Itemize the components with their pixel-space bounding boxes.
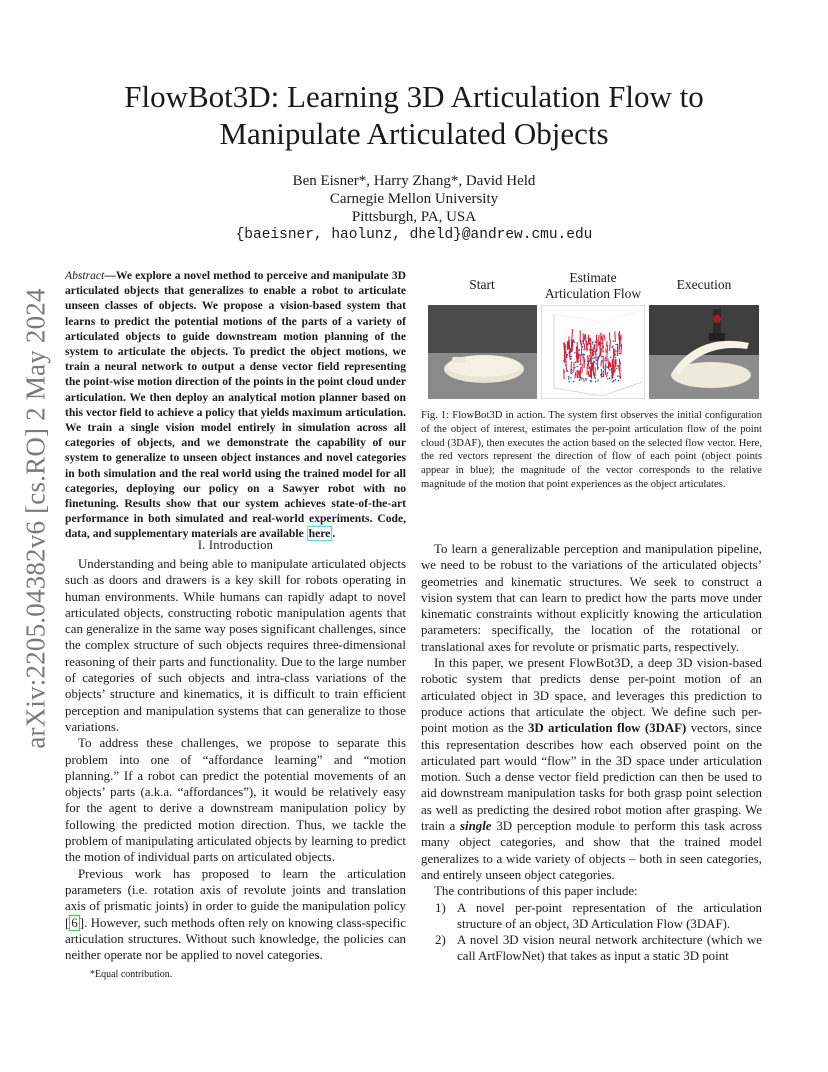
object-point (595, 341, 597, 343)
flow-vector (590, 358, 591, 362)
object-point (572, 372, 574, 374)
object-point (573, 339, 575, 341)
object-point (574, 352, 576, 354)
object-point (592, 343, 594, 345)
object-point (607, 378, 609, 380)
figure-label-estimate-line-2: Articulation Flow (544, 286, 642, 301)
object-point (575, 361, 577, 363)
term-3daf: 3D articulation flow (3DAF) (527, 721, 687, 736)
object-point (583, 380, 585, 382)
object-point (606, 360, 608, 362)
section-heading-text: I. Introduction (197, 538, 274, 552)
figure-label-execution-text: Execution (676, 277, 732, 292)
object-point (568, 378, 570, 380)
articulation-flow-plot (541, 305, 645, 399)
flow-vector (620, 373, 621, 380)
right-paragraph-1: To learn a generalizable perception and manipulation pipeline, we need to be robust to the variations of the articulated objects’ geometries and kinematic structures. We seek to construct a vision system that can learn to predict how the parts move under kinematic constraints without explicitly knowing the articulation parameters: specifically, the location of the rotational or translational axes for revolute or prismatic parts, respectively. (421, 542, 762, 654)
toilet-seat-closed-image (428, 305, 537, 399)
object-point (619, 353, 621, 355)
flow-vector (607, 341, 608, 346)
location: Pittsburgh, PA, USA (351, 209, 477, 225)
intro-left-column (65, 556, 406, 963)
flow-vector (615, 359, 616, 364)
flow-vector (613, 364, 614, 376)
object-point (612, 345, 614, 347)
author-names: Ben Eisner*, Harry Zhang*, David Held (292, 173, 536, 189)
flow-vector (615, 365, 616, 373)
object-point (568, 376, 570, 378)
execution-photo (649, 305, 759, 399)
figure-caption: Fig. 1: FlowBot3D in action. The system first observes the initial configuration of the object of interest, estimates the per-point articulation flow of the point cloud (3DAF), then executes the action based on the selected flow vector. Here, the red vectors represent the direction of flow of each point (object points appear in blue); the magnitude of the vector corresponds to the relative magnitude of the motion that point experiences as the object articulates. (421, 410, 762, 490)
flow-vector (601, 360, 602, 366)
flow-vector (591, 357, 592, 366)
author-block (80, 172, 748, 244)
object-point (609, 378, 611, 380)
contribution-item (421, 932, 762, 965)
flow-vector (583, 333, 584, 344)
flow-vector (599, 341, 600, 345)
object-point (592, 341, 594, 343)
object-point (597, 380, 599, 382)
flow-vector (564, 369, 565, 379)
object-point (616, 368, 618, 370)
intro-right-column (421, 541, 762, 965)
contribution-text: A novel per-point representation of the articulation structure of an object, 3D Articulation Flow (3DAF). (457, 900, 762, 931)
flow-vector (592, 348, 593, 357)
arxiv-stamp (18, 283, 54, 753)
title-line-1: FlowBot3D: Learning 3D Articulation Flow to (124, 79, 704, 114)
flow-vector (601, 336, 602, 340)
flow-vector (603, 371, 604, 377)
intro-paragraph-3-a: Previous work has proposed to learn the articulation parameters (i.e. rotation axis of revolute joints and translation axis of prismatic joints) in order to guide the manipulation policy [ (65, 866, 406, 930)
flow-vector (594, 345, 595, 357)
term-single: single (459, 819, 492, 834)
object-point (594, 357, 596, 359)
flow-vector (584, 344, 585, 350)
flow-vector (575, 372, 576, 378)
right-paragraph-3: The contributions of this paper include: (434, 884, 638, 899)
object-point (577, 366, 579, 368)
citation-link[interactable]: 6 (71, 915, 78, 930)
flow-vector (580, 367, 581, 377)
object-point (583, 353, 585, 355)
flow-vector (571, 362, 572, 374)
right-paragraph-2-a: In this paper, we present FlowBot3D, a deep 3D vision-based robotic system that predicts dense per-point motion of an articulated object in 3D space, and leverages this prediction to produce actions that articulate the object. We define such per-point motion as the (421, 656, 762, 736)
title-line-2: Manipulate Articulated Objects (219, 116, 609, 151)
flow-vector (578, 372, 579, 378)
object-point (573, 381, 575, 383)
figure-label-execution (664, 277, 744, 293)
object-point (579, 379, 581, 381)
flow-point-cloud (542, 306, 645, 399)
object-point (592, 358, 594, 360)
object-point (595, 381, 597, 383)
affiliation: Carnegie Mellon University (329, 191, 499, 207)
flow-vector (566, 358, 567, 372)
flow-vector (599, 335, 600, 346)
paper-title (80, 78, 748, 152)
intro-paragraph-1: Understanding and being able to manipulate articulated objects such as doors and drawers is a key skill for robots operating in human environments. While humans can rapidly adapt to novel articulated objects, constructing robotic manipulation agents that can generalize in the same way poses significant challenges, since the complex structure of such objects requires three-dimensional reasoning of their parts and functionality. Due to the large number of categories of such objects and intra-class variations of the objects’ structure and kinematics, it is difficult to train efficient perception and manipulation systems that can generalize to those variations. (65, 557, 406, 734)
abstract-label: Abstract (65, 269, 105, 282)
flow-vector (607, 373, 608, 377)
robot-lifting-seat-image (649, 305, 759, 399)
object-point (573, 341, 575, 343)
object-point (612, 381, 614, 383)
flow-vector (610, 341, 611, 352)
object-point (611, 347, 613, 349)
supplementary-link[interactable]: here (308, 527, 331, 541)
contribution-number: 1) (435, 900, 446, 915)
object-point (568, 381, 570, 383)
object-point (618, 380, 620, 382)
section-heading-introduction (65, 538, 406, 553)
flow-vector (589, 338, 590, 343)
object-point (615, 379, 617, 381)
contribution-number: 2) (435, 933, 446, 948)
intro-paragraph-2: To address these challenges, we propose to separate this problem into one of “affordance learning” and “motion planning.” If a robot can predict the potential movements of an objects’ parts (a.k.a. “affordances”), it would be relatively easy for the agent to derive a downstream manipulation policy by following the predicted motion direction. Thus, we tackle the problem of manipulating articulated objects by learning to predict the motion of individual parts on articulated objects. (65, 736, 406, 865)
footnote-text: *Equal contribution. (90, 969, 173, 980)
start-photo (428, 305, 537, 399)
flow-vector (605, 357, 606, 362)
flow-vector (609, 362, 610, 368)
arxiv-stamp-text: arXiv:2205.04382v6 [cs.RO] 2 May 2024 (20, 287, 51, 749)
right-paragraph-2 (421, 655, 762, 883)
abstract-end: . (332, 527, 336, 541)
object-point (596, 363, 598, 365)
flow-vector (596, 335, 597, 347)
object-point (610, 357, 612, 359)
object-point (617, 375, 619, 377)
right-paragraph-2-c: 3D perception module to perform this task across many object categories, and show that the trained model generalizes to a wide variety of objects – both in seen categories, and entirely unseen object categories. (421, 819, 762, 882)
flow-vector (572, 329, 573, 341)
flow-vector (615, 331, 616, 342)
intro-paragraph-3-b: ]. However, such methods often rely on knowing class-specific articulation structures. Without such knowledge, the policies can neither operate nor be applied to novel categories. (65, 915, 406, 963)
object-point (585, 378, 587, 380)
flow-vector (588, 371, 589, 377)
author-emails: {baeisner, haolunz, dheld}@andrew.cmu.edu (235, 227, 593, 243)
flow-vector (577, 342, 578, 350)
flow-vector (607, 346, 608, 360)
object-point (589, 355, 591, 357)
figure-label-estimate-line-1: Estimate (569, 270, 617, 285)
object-point (607, 366, 609, 368)
object-point (617, 365, 619, 367)
figure-label-start-text: Start (469, 277, 495, 292)
object-point (601, 356, 603, 358)
object-point (615, 357, 617, 359)
contributions-list (421, 900, 762, 965)
flow-vector (614, 349, 615, 357)
object-point (590, 381, 592, 383)
flow-vector (584, 334, 585, 341)
flow-vector (584, 359, 585, 369)
figure-label-estimate (536, 270, 650, 302)
footnote (90, 969, 172, 980)
object-point (615, 350, 617, 352)
object-point (570, 377, 572, 379)
abstract (65, 268, 406, 542)
contribution-text: A novel 3D vision neural network architecture (which we call ArtFlowNet) that takes as input a static 3D point (457, 933, 762, 964)
flow-vector (588, 355, 589, 362)
intro-paragraph-3 (65, 866, 406, 964)
flow-vector (579, 370, 580, 378)
flow-vector (569, 337, 570, 349)
right-paragraph-2-b: vectors, since this representation describes how each observed point on the articulated part would “flow” in the 3D space under articulation motion. Such a dense vector field prediction can then be used to aid downstream manipulation tasks for both grasp point selection as well as predicting the desired robot motion after grasping. We train a (421, 721, 762, 834)
abstract-text: —We explore a novel method to perceive and manipulate 3D articulated objects that generalizes to enable a robot to articulate unseen classes of objects. We propose a vision-based system that learns to predict the potential motions of the parts of a variety of articulated objects to guide downstream motion planning of the system to articulate the objects. To predict the object motions, we train a neural network to output a dense vector field representing the point-wise motion direction of the points in the point cloud under articulation. We then deploy an analytical motion planner based on this vector field to achieve a policy that yields maximum articulation. We train a single vision model entirely in simulation across all categories of objects, and we demonstrate the capability of our system to generalize to unseen object instances and novel categories in both simulation and the real world using the trained model for all categories, deploying our policy on a Sawyer robot with no finetuning. Results show that our system achieves state-of-the-art performance in both simulated and real-world experiments. Code, data, and supplementary materials are available (65, 269, 406, 541)
object-point (615, 344, 617, 346)
flow-vector (621, 344, 622, 355)
figure-label-start (450, 277, 514, 293)
contribution-item (421, 900, 762, 933)
object-point (570, 356, 572, 358)
object-point (583, 378, 585, 380)
object-point (613, 340, 615, 342)
